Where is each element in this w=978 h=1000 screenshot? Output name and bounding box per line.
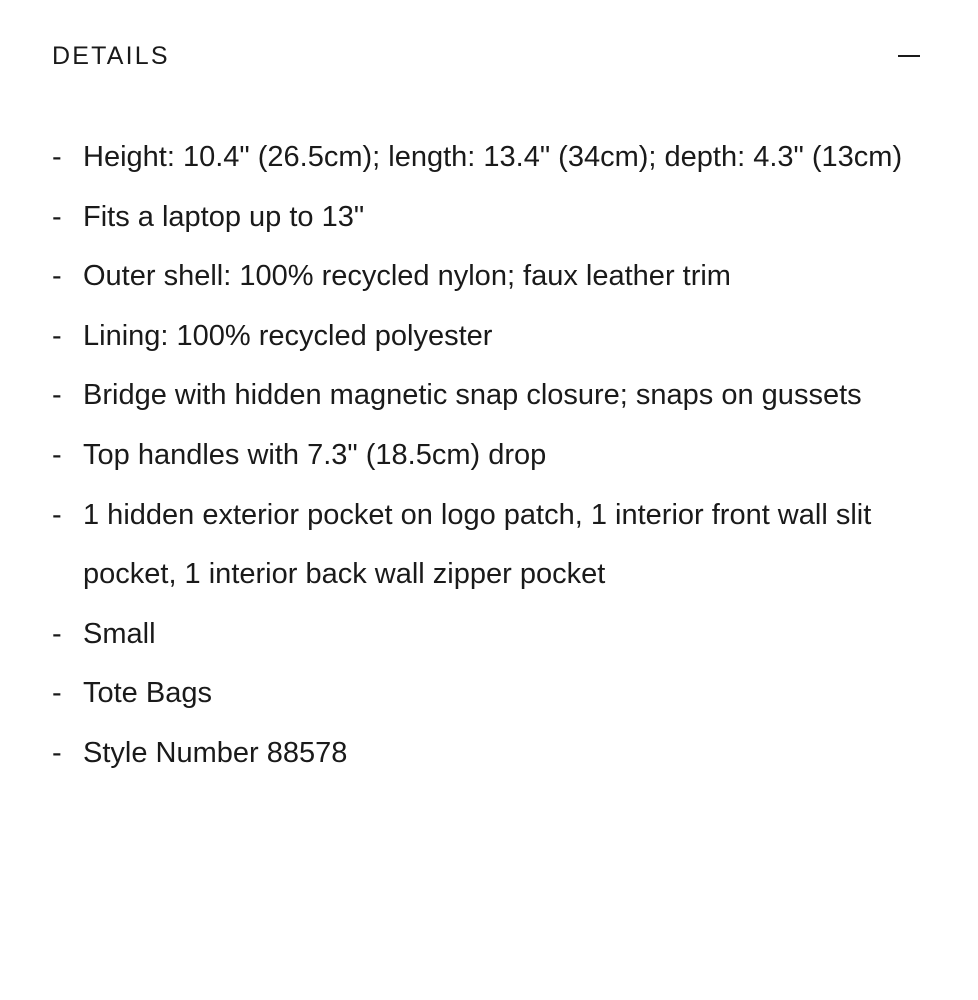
list-item [52,188,932,248]
detail-text: Outer shell: 100% recycled nylon; faux leather trim [83,260,731,293]
details-accordion-header[interactable] [52,36,926,76]
bullet-dash: - [52,617,62,650]
detail-text: Height: 10.4" (26.5cm); length: 13.4" (34cm); depth: 4.3" (13cm) [83,141,903,173]
list-item [52,247,932,307]
detail-text: Lining: 100% recycled polyester [83,319,493,352]
bullet-dash: - [52,200,62,233]
bullet-dash: - [52,260,62,293]
detail-text: Fits a laptop up to 13" [83,200,365,233]
bullet-dash: - [52,736,62,769]
bullet-dash: - [52,319,62,352]
bullet-dash: - [52,379,62,412]
details-list [52,128,932,784]
detail-text: Style Number 88578 [83,736,348,769]
bullet-dash: - [52,498,62,531]
list-item [52,366,932,426]
detail-text: 1 hidden exterior pocket on logo patch, 1 interior front wall slit pocket, 1 interior back wall zipper pocket [83,498,872,591]
bullet-dash: - [52,141,62,173]
minus-icon[interactable] [898,45,920,67]
list-item [52,128,932,188]
detail-text: Tote Bags [83,677,212,710]
list-item [52,724,932,784]
detail-text: Top handles with 7.3" (18.5cm) drop [83,438,547,471]
list-item [52,307,932,367]
list-item [52,486,932,605]
detail-text: Small [83,617,156,650]
bullet-dash: - [52,677,62,710]
details-section-title: DETAILS [52,41,170,70]
list-item [52,664,932,724]
list-item [52,605,932,665]
bullet-dash: - [52,438,62,471]
detail-text: Bridge with hidden magnetic snap closure; snaps on gussets [83,379,862,412]
list-item [52,426,932,486]
